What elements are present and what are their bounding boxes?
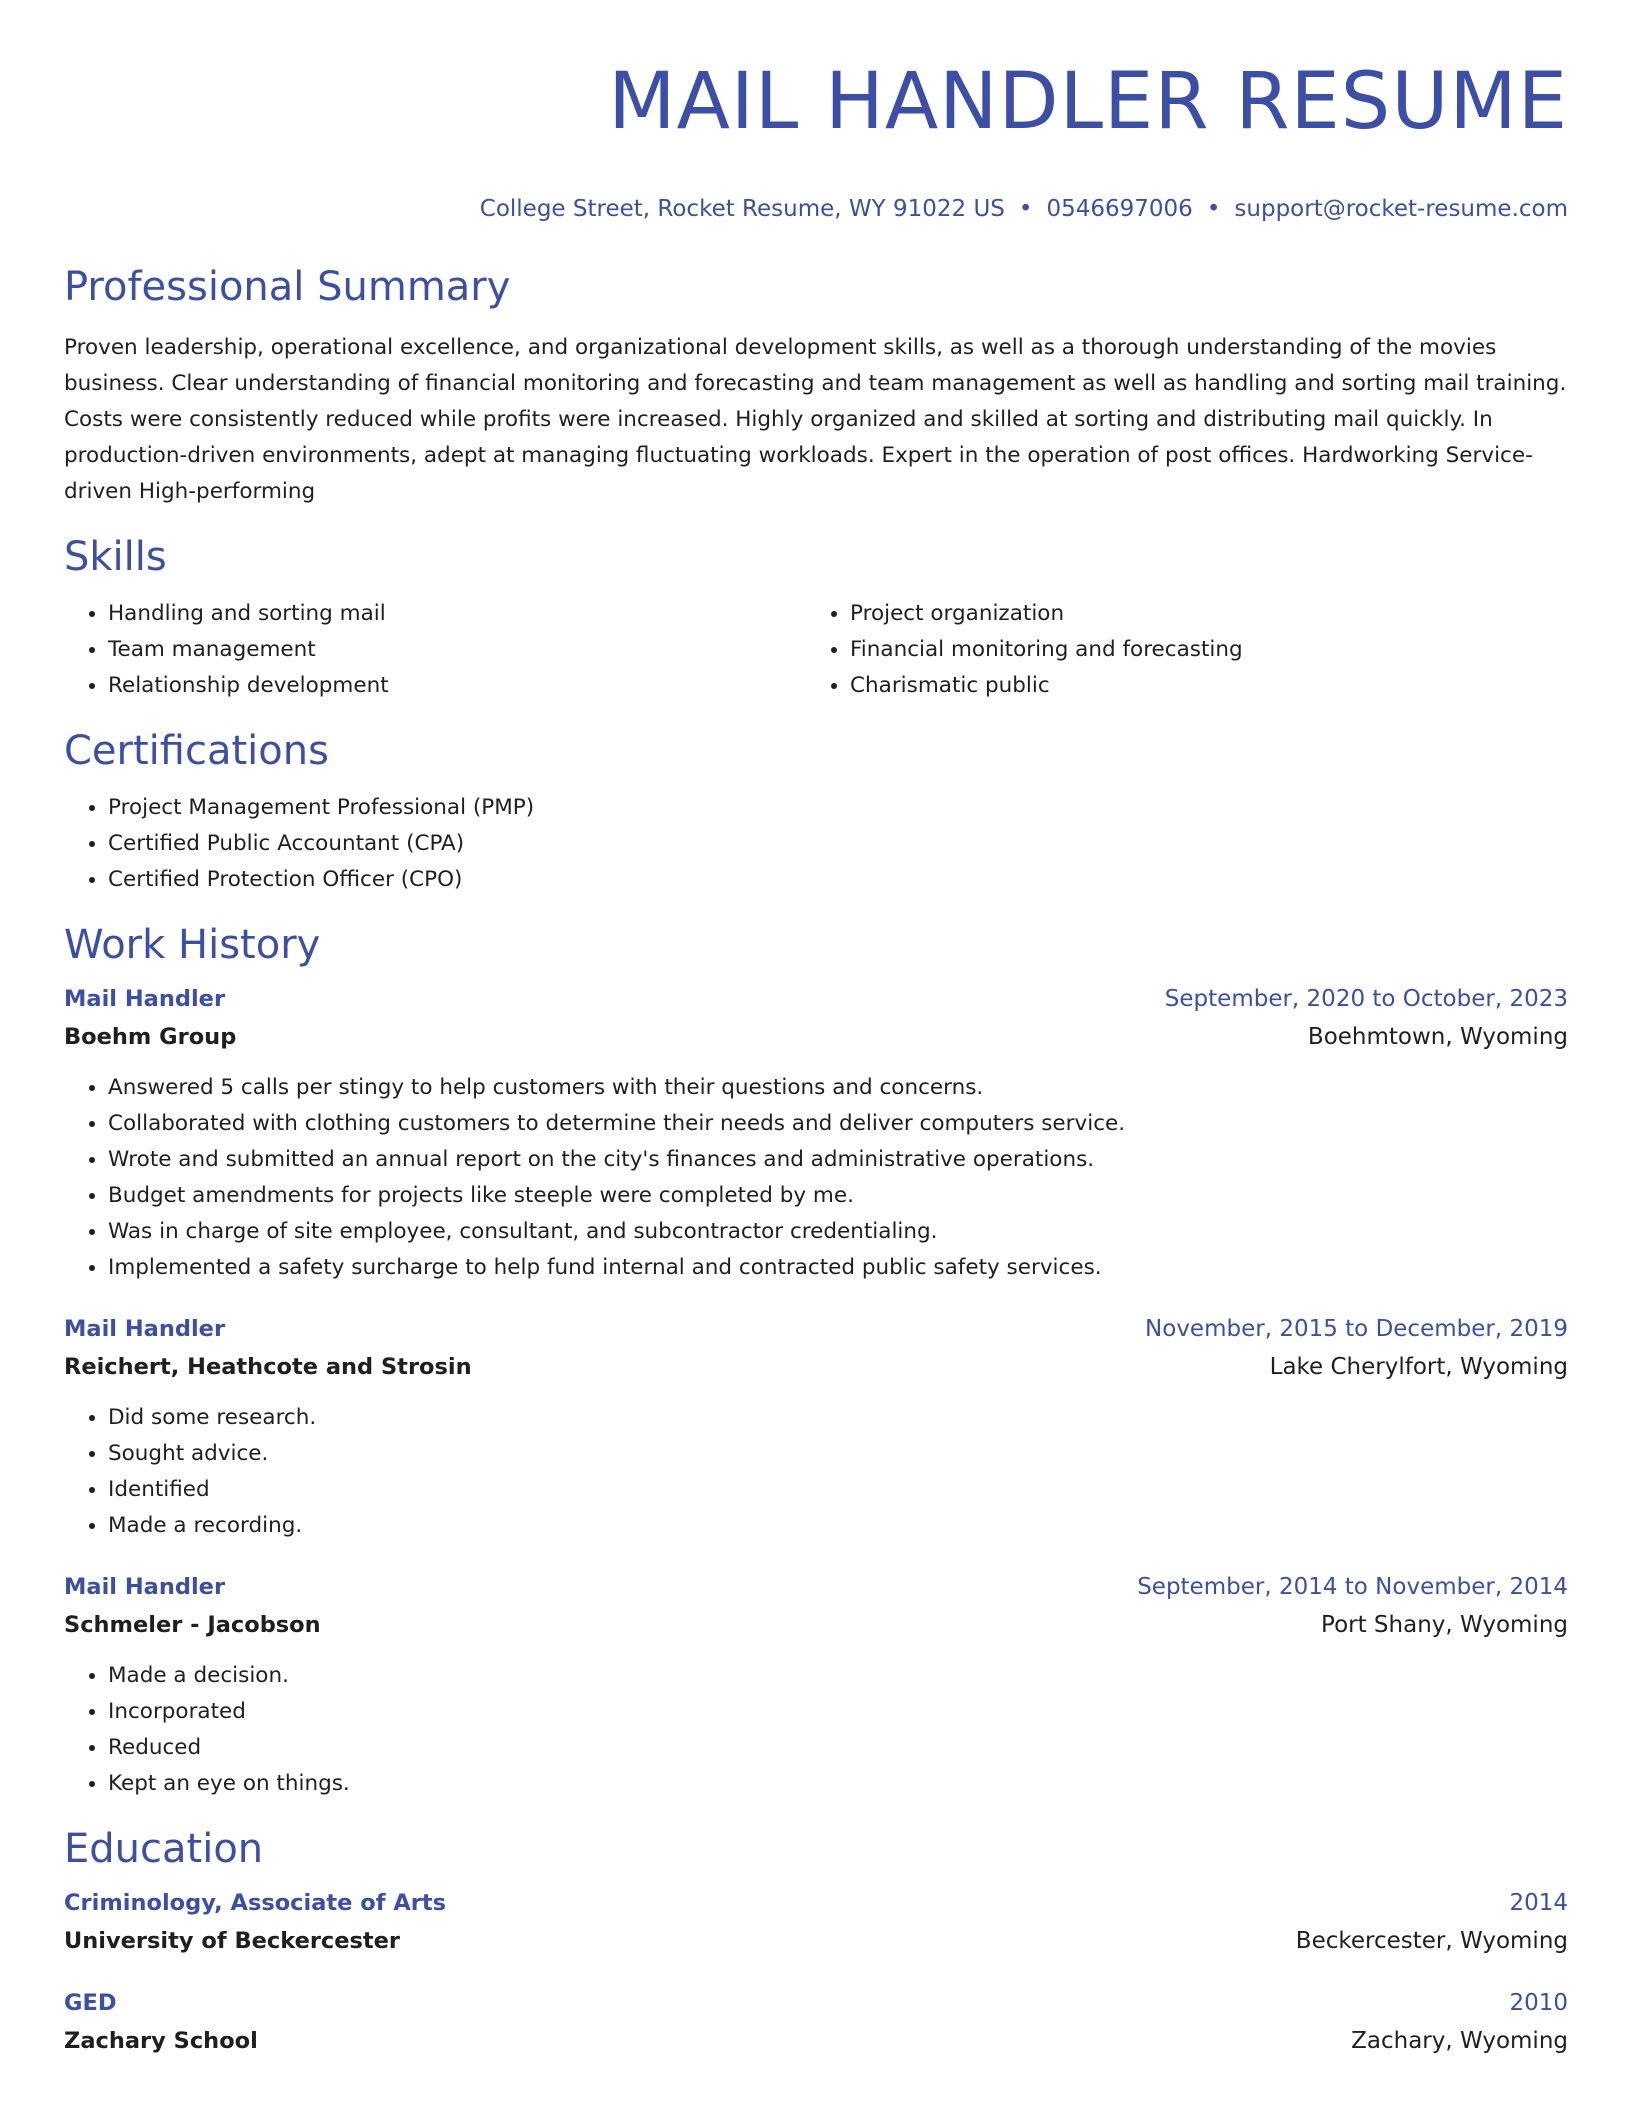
job-employer-row [64, 1606, 1568, 1644]
job-employer: Boehm Group [64, 1024, 237, 1050]
skills-heading: Skills [64, 534, 167, 580]
job-entry [64, 1310, 1568, 1544]
summary-heading: Professional Summary [64, 264, 511, 310]
job-title-row [64, 980, 1568, 1018]
resume-page [64, 0, 1568, 2060]
job-location: Lake Cherylfort, Wyoming [1269, 1354, 1568, 1380]
work-history-heading: Work History [64, 922, 321, 968]
education-school: University of Beckercester [64, 1928, 401, 1954]
education-section [64, 1824, 1568, 2060]
education-entry [64, 1984, 1568, 2060]
education-year: 2014 [1509, 1890, 1568, 1916]
job-employer-row [64, 1348, 1568, 1386]
education-degree-row [64, 1884, 1568, 1922]
job-entry [64, 1568, 1568, 1802]
job-bullet: • Reduced [108, 1730, 1568, 1766]
job-dates: September, 2014 to November, 2014 [1137, 1574, 1568, 1600]
skill-item: • Financial monitoring and forecasting [850, 632, 1548, 668]
job-location: Port Shany, Wyoming [1321, 1612, 1568, 1638]
education-year: 2010 [1509, 1990, 1568, 2016]
job-bullet: • Collaborated with clothing customers to determine their needs and deliver computers service. [108, 1106, 1568, 1142]
job-bullet: • Sought advice. [108, 1436, 1568, 1472]
job-bullet: • Kept an eye on things. [108, 1766, 1568, 1802]
job-bullet: • Identified [108, 1472, 1568, 1508]
job-employer: Reichert, Heathcote and Strosin [64, 1354, 472, 1380]
job-bullet: • Implemented a safety surcharge to help fund internal and contracted public safety services. [108, 1250, 1568, 1286]
job-bullet: • Incorporated [108, 1694, 1568, 1730]
summary-section [64, 262, 1568, 510]
job-bullet: • Made a decision. [108, 1658, 1568, 1694]
contact-separator: • [1206, 196, 1221, 222]
skill-item: • Team management [108, 632, 806, 668]
education-school-row [64, 1922, 1568, 1960]
contact-email: support@rocket-resume.com [1234, 196, 1568, 222]
job-title-row [64, 1568, 1568, 1606]
contact-separator: • [1018, 196, 1033, 222]
job-bullets [64, 1658, 1568, 1802]
certification-item: • Project Management Professional (PMP) [108, 790, 1568, 826]
job-bullet: • Budget amendments for projects like steeple were completed by me. [108, 1178, 1568, 1214]
contact-address: College Street, Rocket Resume, WY 91022 US [479, 196, 1005, 222]
contact-line [64, 194, 1568, 224]
job-bullets [64, 1070, 1568, 1286]
job-title: Mail Handler [64, 1574, 226, 1600]
skill-item: • Charismatic public [850, 668, 1548, 704]
job-bullet: • Made a recording. [108, 1508, 1568, 1544]
job-entry [64, 980, 1568, 1286]
certifications-list [64, 790, 1568, 898]
skills-list-right [806, 596, 1548, 704]
skills-list-left [64, 596, 806, 704]
job-dates: November, 2015 to December, 2019 [1145, 1316, 1568, 1342]
job-bullet: • Answered 5 calls per stingy to help customers with their questions and concerns. [108, 1070, 1568, 1106]
education-location: Beckercester, Wyoming [1295, 1928, 1568, 1954]
skills-grid [64, 582, 1568, 704]
summary-text: Proven leadership, operational excellence, and organizational development skills, as well as a thorough understanding of the movies business. Clear understanding of financial monitoring and forecasting and team management as well as handling and sorting mail training. Costs were consistently reduced while profits were increased. Highly organized and skilled at sorting and distributing mail quickly. In production-driven environments, adept at managing fluctuating workloads. Expert in the operation of post offices. Hardworking Service-driven High-performing [64, 335, 1567, 504]
job-title-row [64, 1310, 1568, 1348]
job-bullet: • Wrote and submitted an annual report on the city's finances and administrative operations. [108, 1142, 1568, 1178]
job-title: Mail Handler [64, 1316, 226, 1342]
work-history-section [64, 920, 1568, 1802]
job-employer: Schmeler - Jacobson [64, 1612, 321, 1638]
job-title: Mail Handler [64, 986, 226, 1012]
job-employer-row [64, 1018, 1568, 1056]
job-bullet: • Did some research. [108, 1400, 1568, 1436]
certifications-heading: Certifications [64, 728, 329, 774]
job-location: Boehmtown, Wyoming [1307, 1024, 1568, 1050]
job-bullets [64, 1400, 1568, 1544]
skills-section [64, 532, 1568, 704]
skill-item: • Handling and sorting mail [108, 596, 806, 632]
skill-item: • Relationship development [108, 668, 806, 704]
skill-item: • Project organization [850, 596, 1548, 632]
certifications-section [64, 726, 1568, 898]
education-school-row [64, 2022, 1568, 2060]
education-heading: Education [64, 1826, 264, 1872]
resume-name: MAIL HANDLER RESUME [608, 57, 1568, 147]
education-degree-row [64, 1984, 1568, 2022]
education-degree: Criminology, Associate of Arts [64, 1890, 447, 1916]
contact-phone: 0546697006 [1046, 196, 1193, 222]
job-bullet: • Was in charge of site employee, consultant, and subcontractor credentialing. [108, 1214, 1568, 1250]
certification-item: • Certified Public Accountant (CPA) [108, 826, 1568, 862]
education-entry [64, 1884, 1568, 1960]
job-dates: September, 2020 to October, 2023 [1164, 986, 1568, 1012]
education-location: Zachary, Wyoming [1351, 2028, 1568, 2054]
certification-item: • Certified Protection Officer (CPO) [108, 862, 1568, 898]
education-school: Zachary School [64, 2028, 258, 2054]
education-degree: GED [64, 1990, 117, 2016]
